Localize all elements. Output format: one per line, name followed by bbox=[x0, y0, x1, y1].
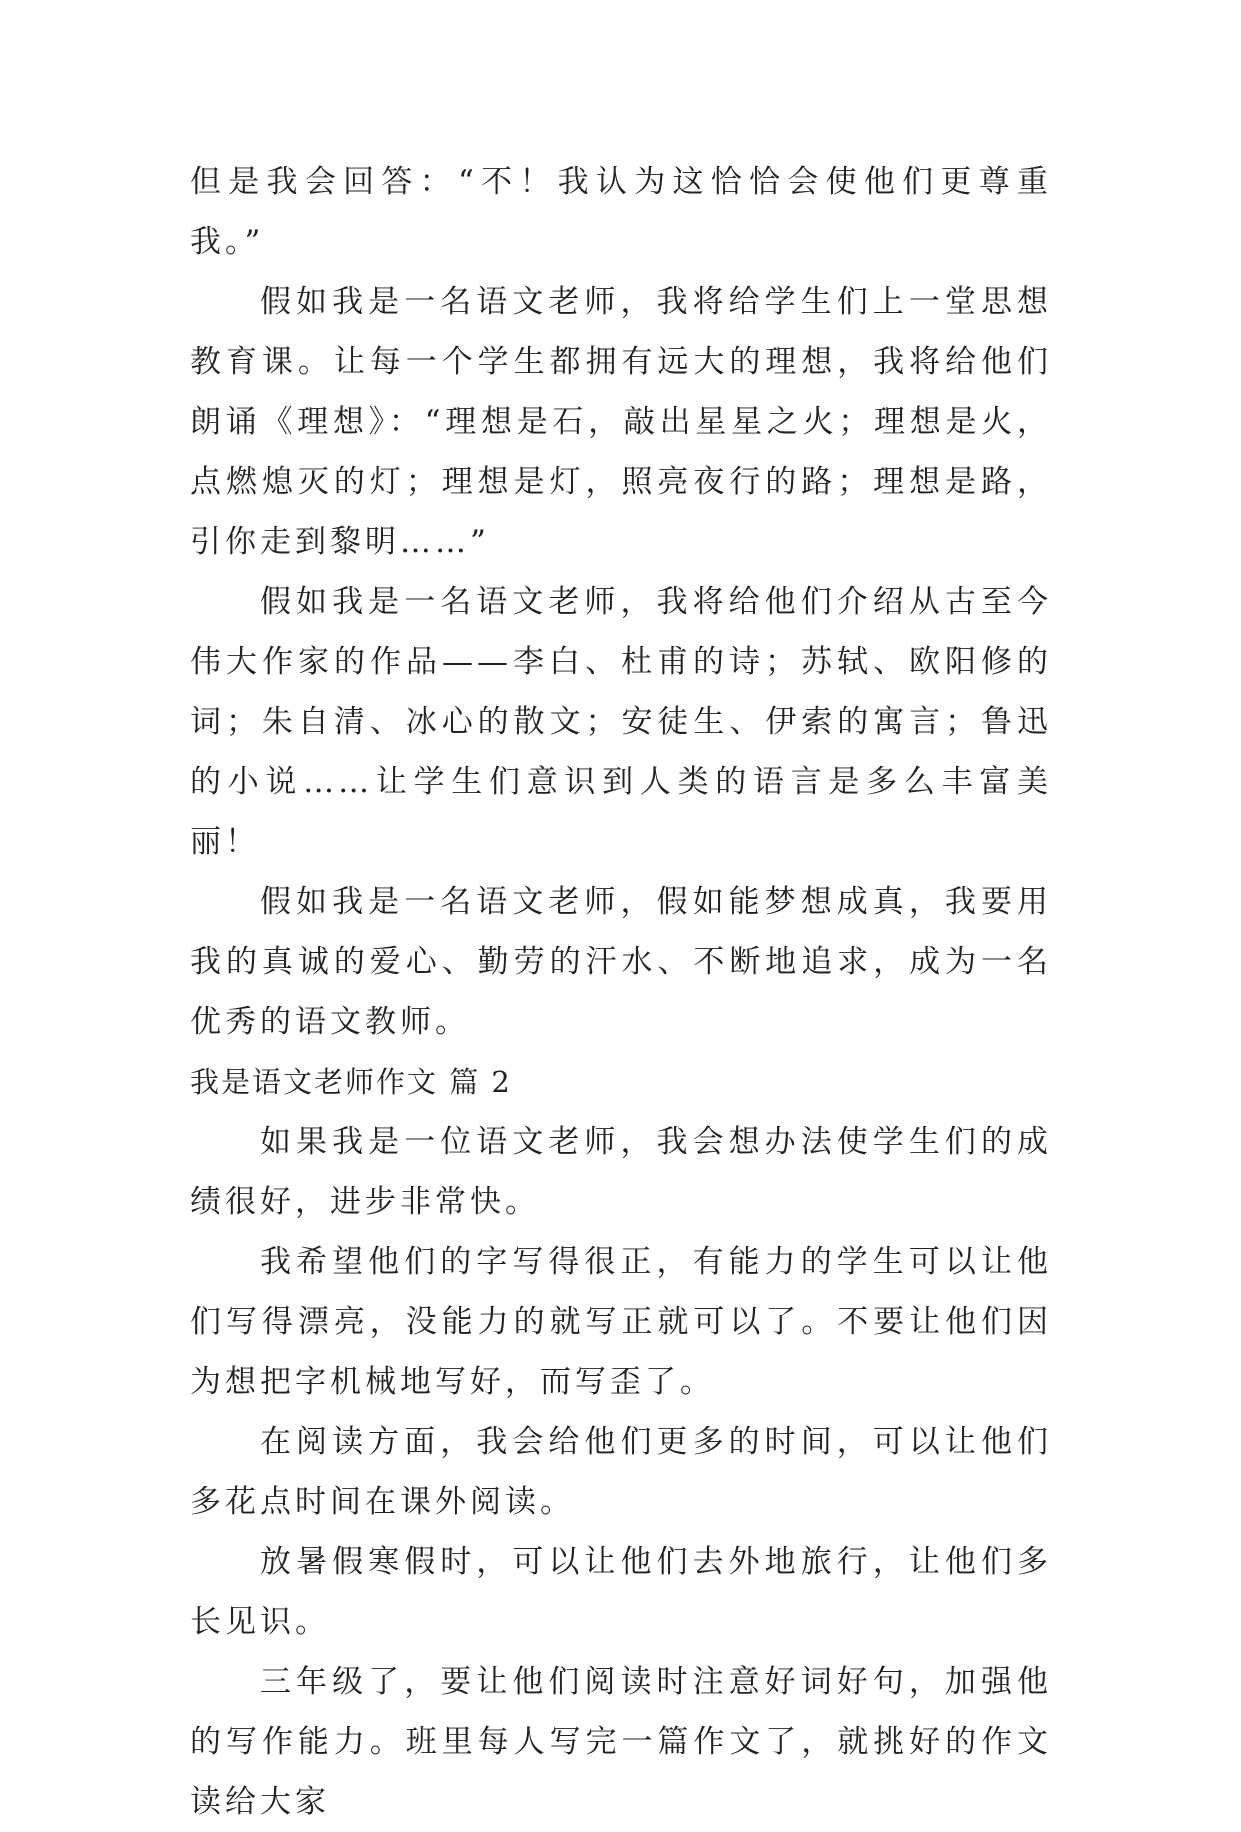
section-heading: 我是语文老师作文 篇 2 bbox=[190, 1065, 512, 1099]
document-page bbox=[190, 152, 1052, 1832]
paragraph-writing-ability: 三年级了，要让他们阅读时注意好词好句，加强他的写作能力。班里每人写完一篇作文了，就挑好的作文读给大家 bbox=[190, 1664, 1052, 1820]
paragraph-grades: 如果我是一位语文老师，我会想办法使学生们的成绩很好，进步非常快。 bbox=[190, 1124, 1052, 1220]
paragraph-handwriting: 我希望他们的字写得很正，有能力的学生可以让他们写得漂亮，没能力的就写正就可以了。不要让他们因为想把字机械地写好，而写歪了。 bbox=[190, 1244, 1052, 1400]
paragraph-reading: 在阅读方面，我会给他们更多的时间，可以让他们多花点时间在课外阅读。 bbox=[190, 1424, 1052, 1520]
paragraph-continuation: 但是我会回答：“不！我认为这恰恰会使他们更尊重我。” bbox=[190, 164, 1052, 260]
paragraph-thought-education: 假如我是一名语文老师，我将给学生们上一堂思想教育课。让每一个学生都拥有远大的理想，我将给他们朗诵《理想》：“理想是石，敲出星星之火；理想是火，点燃熄灭的灯；理想是灯，照亮夜行的路；理想是路，引你走到黎明……” bbox=[190, 284, 1052, 560]
paragraph-vacation: 放暑假寒假时，可以让他们去外地旅行，让他们多长见识。 bbox=[190, 1544, 1052, 1640]
paragraph-dream-come-true: 假如我是一名语文老师，假如能梦想成真，我要用我的真诚的爱心、勤劳的汗水、不断地追求，成为一名优秀的语文教师。 bbox=[190, 884, 1052, 1040]
paragraph-great-writers: 假如我是一名语文老师，我将给他们介绍从古至今伟大作家的作品——李白、杜甫的诗；苏轼、欧阳修的词；朱自清、冰心的散文；安徒生、伊索的寓言；鲁迅的小说……让学生们意识到人类的语言是多么丰富美丽！ bbox=[190, 584, 1052, 860]
